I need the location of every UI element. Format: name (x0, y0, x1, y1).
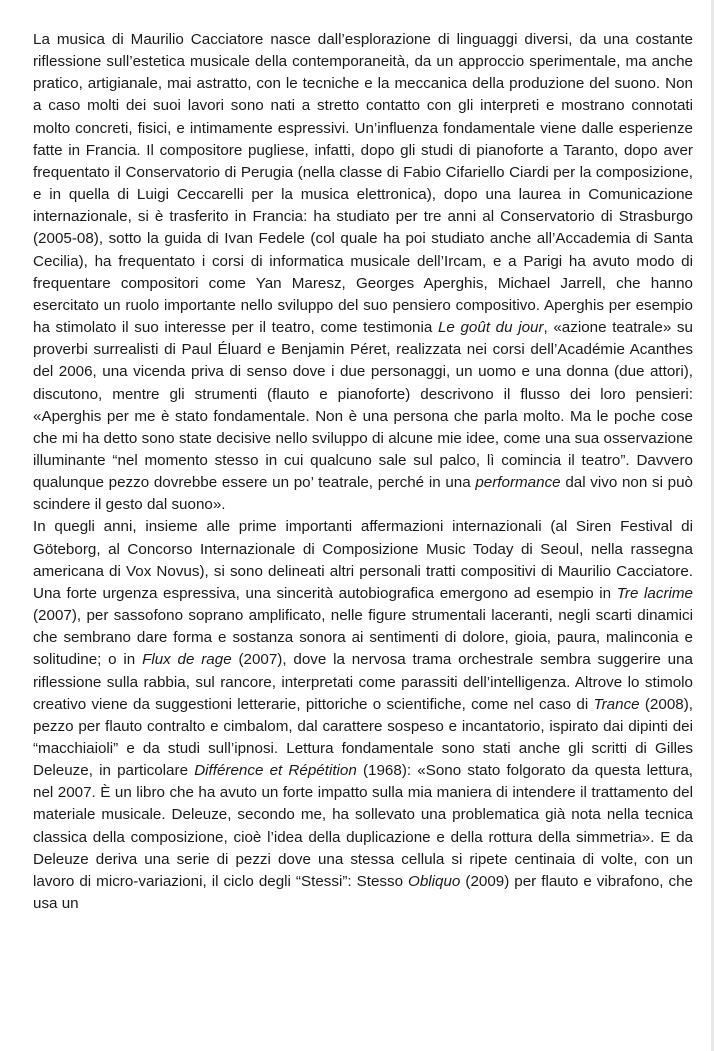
paragraph-1 (33, 29, 693, 516)
body-text (33, 29, 693, 915)
paragraph-2 (33, 516, 693, 915)
text-run: (2008), pezzo per flauto contralto e cimbalom, dal carattere sospeso e incantatorio, ispirato dai dipinti dei “macchiaioli” e da studi sull’ipnosi. Lettura fondamentale sono stati anche gli scritti di Gilles Deleuze, in particolare (33, 695, 693, 780)
text-run: (2007), per sassofono soprano amplificato, nelle figure strumentali laceranti, negli scarti dinamici che sembrano dare forma e sostanza sonora ai sentimenti di dolore, gioia, paura, malinconia e solitudine; o in (33, 607, 693, 669)
text-run: (2009) per flauto e vibrafono, che usa un (33, 872, 693, 913)
text-run: (2007), dove la nervosa trama orchestrale sembra suggerire una riflessione sulla rabbia, sul rancore, interpretati come parassiti dell’intelligenza. Altrove lo stimolo creativo viene da suggestioni letterarie, pittoriche o scientifiche, come nel caso di (33, 651, 694, 713)
text-run: dal vivo non si può scindere il gesto dal suono». (33, 474, 693, 514)
italic-title-tre-lacrime: Tre lacrime (616, 584, 693, 602)
italic-word-performance: performance (475, 474, 561, 492)
italic-title-difference-et-repetition: Différence et Répétition (194, 762, 357, 780)
italic-title-flux-de-rage: Flux de rage (142, 651, 232, 669)
text-run: La musica di Maurilio Cacciatore nasce dall’esplorazione di linguaggi diversi, da una costante riflessione sull’estetica musicale della contemporaneità, da un approccio sperimentale, ma anche pratico, artigianale, mai astratto, con le tecniche e la meccanica della produzione del suono. Non a caso molti dei suoi lavori sono nati a stretto contatto con gli interpreti e mostrano connotati molto concreti, fisici, e intimamente espressivi. Un’influenza fondamentale viene dalle esperienze fatte in Francia. Il compositore pugliese, infatti, dopo gli studi di pianoforte a Taranto, dopo aver frequentato il Conservatorio di Perugia (nella classe di Fabio Cifariello Ciardi per la composizione, e in quella di Luigi Ceccarelli per la musica elettronica), dopo una laurea in Comunicazione internazionale, si è trasferito in Francia: ha studiato per tre anni al Conservatorio di Strasburgo (2005-08), sotto la guida di Ivan Fedele (col quale ha poi studiato anche all’Accademia di Santa Cecilia), ha frequentato i corsi di informatica musicale dell’Ircam, e a Parigi ha avuto modo di frequentare compositori come Yan Maresz, Georges Aperghis, Michael Jarrell, che hanno esercitato un ruolo importante nello sviluppo del suo pensiero compositivo. Aperghis per esempio ha stimolato il suo interesse per il teatro, come testimonia (33, 31, 693, 337)
italic-title-le-gout-du-jour: Le goût du jour (437, 319, 544, 337)
text-run: , «azione teatrale» su proverbi surrealisti di Paul Éluard e Benjamin Péret, realizzata nei corsi dell’Académie Acanthes del 2006, una vicenda priva di senso dove i due personaggi, un uomo e una donna (due attori), discutono, mentre gli strumenti (flauto e pianoforte) descrivono il flusso dei loro pensieri: «Aperghis per me è stato fondamentale. Non è una persona che parla molto. Ma le poche cose che mi ha detto sono state decisive nello sviluppo di alcune mie idee, come una sua osservazione illuminante “nel momento stesso in cui qualcuno sale sul palco, lì comincia il teatro”. Davvero qualunque pezzo dovrebbe essere un po’ teatrale, perché in una (33, 319, 693, 492)
text-run: In quegli anni, insieme alle prime importanti affermazioni internazionali (al Siren Festival di Göteborg, al Concorso Internazionale di Composizione Music Today di Seoul, nella rassegna americana di Vox Novus), si sono delineati altri personali tratti compositivi di Maurilio Cacciatore. Una forte urgenza espressiva, una sincerità autobiografica emergono ad esempio in (33, 518, 693, 602)
italic-title-trance: Trance (593, 695, 640, 713)
text-run: (1968): «Sono stato folgorato da questa lettura, nel 2007. È un libro che ha avuto un forte impatto sulla mia maniera di intendere il trattamento del materiale musicale. Deleuze, secondo me, ha sollevato una problematica già nota nella tecnica classica della composizione, cioè l’idea della duplicazione e della rottura della simmetria». E da Deleuze deriva una serie di pezzi dove una stessa cellula si ripete centinaia di volte, con un lavoro di micro-variazioni, il ciclo degli “Stessi”: Stesso (33, 762, 693, 890)
italic-title-obliquo: Obliquo (408, 872, 461, 890)
